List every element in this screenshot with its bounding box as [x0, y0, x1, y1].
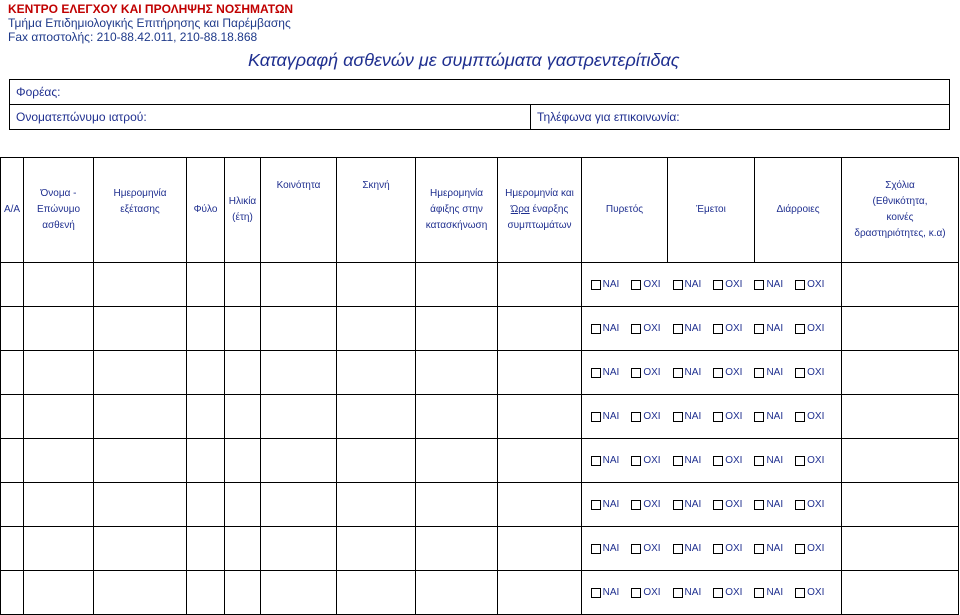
- info-table: [9, 79, 950, 130]
- fever-yes-label: ΝΑΙ: [602, 411, 620, 422]
- fever-yes-checkbox[interactable]: [591, 412, 601, 422]
- fever-no-label: ΟΧΙ: [643, 455, 661, 466]
- entry-cell[interactable]: [261, 571, 337, 615]
- entry-cell[interactable]: [498, 395, 582, 439]
- fever-yes-checkbox[interactable]: [591, 456, 601, 466]
- entry-cell[interactable]: [498, 483, 582, 527]
- entry-cell[interactable]: [498, 571, 582, 615]
- diarrhea-no-checkbox[interactable]: [795, 368, 805, 378]
- entry-cell[interactable]: [1, 351, 24, 395]
- department-name: Τμήμα Επιδημιολογικής Επιτήρησης και Παρέμβασης: [8, 16, 291, 30]
- vomit-no-label: ΟΧΙ: [725, 279, 743, 290]
- entry-cell[interactable]: [416, 439, 498, 483]
- entry-cell[interactable]: [416, 351, 498, 395]
- entry-cell[interactable]: [337, 263, 416, 307]
- entry-cell[interactable]: [416, 527, 498, 571]
- diarrhea-yes-checkbox[interactable]: [754, 368, 764, 378]
- diarrhea-no-checkbox[interactable]: [795, 544, 805, 554]
- fever-no-label: ΟΧΙ: [643, 279, 661, 290]
- vomit-no-label: ΟΧΙ: [725, 455, 743, 466]
- entry-cell[interactable]: [187, 263, 225, 307]
- diarrhea-yes-label: ΝΑΙ: [766, 279, 784, 290]
- entry-cell[interactable]: [498, 263, 582, 307]
- fever-no-label: ΟΧΙ: [643, 587, 661, 598]
- fever-no-checkbox[interactable]: [631, 500, 641, 510]
- organization-name: ΚΕΝΤΡΟ ΕΛΕΓΧΟΥ ΚΑΙ ΠΡΟΛΗΨΗΣ ΝΟΣΗΜΑΤΩΝ: [8, 2, 294, 16]
- entry-cell[interactable]: [187, 351, 225, 395]
- diarrhea-yes-checkbox[interactable]: [754, 588, 764, 598]
- fever-yes-checkbox[interactable]: [591, 368, 601, 378]
- entry-cell[interactable]: [261, 483, 337, 527]
- diarrhea-yes-checkbox[interactable]: [754, 456, 764, 466]
- table-row: [1, 571, 959, 615]
- symptoms-cell: [582, 527, 842, 571]
- entry-cell[interactable]: [187, 527, 225, 571]
- entry-cell[interactable]: [225, 395, 261, 439]
- entry-cell[interactable]: [1, 395, 24, 439]
- fever-yes-checkbox[interactable]: [591, 544, 601, 554]
- diarrhea-yes-label: ΝΑΙ: [766, 543, 784, 554]
- entry-cell[interactable]: [1, 263, 24, 307]
- entry-cell[interactable]: [1, 439, 24, 483]
- patients-table: [0, 157, 959, 615]
- entry-cell[interactable]: [94, 263, 187, 307]
- diarrhea-no-label: ΟΧΙ: [807, 411, 825, 422]
- entry-cell[interactable]: [416, 395, 498, 439]
- vomit-yes-checkbox[interactable]: [673, 500, 683, 510]
- diarrhea-yes-label: ΝΑΙ: [766, 455, 784, 466]
- fever-no-checkbox[interactable]: [631, 280, 641, 290]
- col-sex: Φύλο: [187, 158, 225, 263]
- diarrhea-no-checkbox[interactable]: [795, 588, 805, 598]
- vomit-yes-checkbox[interactable]: [673, 412, 683, 422]
- fever-yes-label: ΝΑΙ: [602, 367, 620, 378]
- entry-cell[interactable]: [337, 395, 416, 439]
- fever-no-label: ΟΧΙ: [643, 411, 661, 422]
- entry-cell[interactable]: [94, 527, 187, 571]
- diarrhea-yes-checkbox[interactable]: [754, 324, 764, 334]
- entry-cell[interactable]: [225, 263, 261, 307]
- fever-no-checkbox[interactable]: [631, 456, 641, 466]
- table-row: [1, 439, 959, 483]
- fever-no-checkbox[interactable]: [631, 368, 641, 378]
- entry-cell[interactable]: [1, 483, 24, 527]
- symptoms-cell: [582, 263, 842, 307]
- entry-cell[interactable]: [225, 351, 261, 395]
- entry-cell[interactable]: [94, 439, 187, 483]
- vomit-yes-checkbox[interactable]: [673, 368, 683, 378]
- entry-cell[interactable]: [337, 439, 416, 483]
- comments-cell[interactable]: [842, 571, 959, 615]
- diarrhea-no-label: ΟΧΙ: [807, 367, 825, 378]
- entry-cell[interactable]: [498, 351, 582, 395]
- vomit-no-checkbox[interactable]: [713, 588, 723, 598]
- entry-cell[interactable]: [225, 483, 261, 527]
- entry-cell[interactable]: [1, 527, 24, 571]
- symptoms-cell: [582, 351, 842, 395]
- fever-no-checkbox[interactable]: [631, 412, 641, 422]
- diarrhea-yes-label: ΝΑΙ: [766, 411, 784, 422]
- entry-cell[interactable]: [1, 571, 24, 615]
- comments-cell[interactable]: [842, 263, 959, 307]
- symptoms-cell: [582, 483, 842, 527]
- entry-cell[interactable]: [187, 395, 225, 439]
- vomit-yes-label: ΝΑΙ: [684, 323, 702, 334]
- diarrhea-no-checkbox[interactable]: [795, 280, 805, 290]
- entry-cell[interactable]: [94, 571, 187, 615]
- diarrhea-no-label: ΟΧΙ: [807, 587, 825, 598]
- vomit-no-checkbox[interactable]: [713, 324, 723, 334]
- col-diarrhea: Διάρροιες: [755, 158, 842, 263]
- fever-yes-label: ΝΑΙ: [602, 499, 620, 510]
- diarrhea-no-checkbox[interactable]: [795, 500, 805, 510]
- fever-no-label: ΟΧΙ: [643, 323, 661, 334]
- col-age: Ηλικία (έτη): [225, 158, 261, 263]
- vomit-no-checkbox[interactable]: [713, 280, 723, 290]
- doctor-field[interactable]: [10, 105, 531, 130]
- fever-yes-checkbox[interactable]: [591, 588, 601, 598]
- vomit-no-checkbox[interactable]: [713, 412, 723, 422]
- vomit-no-label: ΟΧΙ: [725, 587, 743, 598]
- col-tent: Σκηνή: [337, 158, 416, 263]
- table-row: [1, 263, 959, 307]
- diarrhea-yes-label: ΝΑΙ: [766, 499, 784, 510]
- vomit-no-label: ΟΧΙ: [725, 543, 743, 554]
- entry-cell[interactable]: [24, 527, 94, 571]
- comments-cell[interactable]: [842, 483, 959, 527]
- diarrhea-no-label: ΟΧΙ: [807, 455, 825, 466]
- symptoms-cell: [582, 395, 842, 439]
- diarrhea-no-label: ΟΧΙ: [807, 323, 825, 334]
- diarrhea-no-checkbox[interactable]: [795, 324, 805, 334]
- diarrhea-no-checkbox[interactable]: [795, 412, 805, 422]
- diarrhea-no-label: ΟΧΙ: [807, 499, 825, 510]
- fever-yes-checkbox[interactable]: [591, 500, 601, 510]
- entry-cell[interactable]: [187, 571, 225, 615]
- entry-cell[interactable]: [261, 263, 337, 307]
- comments-cell[interactable]: [842, 307, 959, 351]
- entry-cell[interactable]: [24, 263, 94, 307]
- table-row: [1, 351, 959, 395]
- entry-cell[interactable]: [24, 395, 94, 439]
- entry-cell[interactable]: [1, 307, 24, 351]
- phone-label: Τηλέφωνα για επικοινωνία:: [537, 110, 680, 124]
- col-fever: Πυρετός: [582, 158, 668, 263]
- diarrhea-yes-checkbox[interactable]: [754, 280, 764, 290]
- entry-cell[interactable]: [261, 527, 337, 571]
- entry-cell[interactable]: [337, 351, 416, 395]
- vomit-no-checkbox[interactable]: [713, 500, 723, 510]
- doctor-label: Ονοματεπώνυμο ιατρού:: [16, 110, 147, 124]
- symptoms-cell: [582, 439, 842, 483]
- fever-yes-label: ΝΑΙ: [602, 587, 620, 598]
- entry-cell[interactable]: [498, 439, 582, 483]
- table-row: [1, 307, 959, 351]
- vomit-no-label: ΟΧΙ: [725, 323, 743, 334]
- comments-cell[interactable]: [842, 395, 959, 439]
- entry-cell[interactable]: [94, 483, 187, 527]
- entry-cell[interactable]: [24, 351, 94, 395]
- fever-yes-label: ΝΑΙ: [602, 279, 620, 290]
- entry-cell[interactable]: [416, 263, 498, 307]
- entry-cell[interactable]: [261, 307, 337, 351]
- table-row: [1, 527, 959, 571]
- comments-cell[interactable]: [842, 351, 959, 395]
- fever-yes-label: ΝΑΙ: [602, 323, 620, 334]
- entry-cell[interactable]: [261, 395, 337, 439]
- entry-cell[interactable]: [225, 571, 261, 615]
- vomit-yes-checkbox[interactable]: [673, 324, 683, 334]
- diarrhea-no-checkbox[interactable]: [795, 456, 805, 466]
- vomit-yes-label: ΝΑΙ: [684, 499, 702, 510]
- fever-no-label: ΟΧΙ: [643, 499, 661, 510]
- comments-cell[interactable]: [842, 439, 959, 483]
- fever-no-label: ΟΧΙ: [643, 543, 661, 554]
- comments-cell[interactable]: [842, 527, 959, 571]
- body-label: Φορέας:: [16, 85, 61, 99]
- diarrhea-yes-checkbox[interactable]: [754, 500, 764, 510]
- entry-cell[interactable]: [94, 307, 187, 351]
- col-aa: Α/Α: [1, 158, 24, 263]
- vomit-no-label: ΟΧΙ: [725, 411, 743, 422]
- diarrhea-yes-label: ΝΑΙ: [766, 587, 784, 598]
- col-onset: Ημερομηνία και Ώρα έναρξης συμπτωμάτων: [498, 158, 582, 263]
- vomit-yes-label: ΝΑΙ: [684, 587, 702, 598]
- vomit-yes-label: ΝΑΙ: [684, 543, 702, 554]
- vomit-yes-label: ΝΑΙ: [684, 411, 702, 422]
- form-title: Καταγραφή ασθενών με συμπτώματα γαστρεντερίτιδας: [248, 50, 680, 70]
- vomit-no-checkbox[interactable]: [713, 368, 723, 378]
- fax-numbers: Fax αποστολής: 210-88.42.011, 210-88.18.868: [8, 30, 258, 44]
- entry-cell[interactable]: [187, 307, 225, 351]
- organization-header: [8, 2, 293, 44]
- fever-no-checkbox[interactable]: [631, 324, 641, 334]
- entry-cell[interactable]: [337, 527, 416, 571]
- table-row: [1, 395, 959, 439]
- entry-cell[interactable]: [24, 307, 94, 351]
- col-arrival-date: Ημερομηνία άφιξης στην κατασκήνωση: [416, 158, 498, 263]
- col-name: Όνομα - Επώνυμο ασθενή: [24, 158, 94, 263]
- diarrhea-yes-checkbox[interactable]: [754, 412, 764, 422]
- col-community: Κοινότητα: [261, 158, 337, 263]
- entry-cell[interactable]: [498, 527, 582, 571]
- col-exam-date: Ημερομηνία εξέτασης: [94, 158, 187, 263]
- fever-no-checkbox[interactable]: [631, 544, 641, 554]
- symptoms-cell: [582, 571, 842, 615]
- vomit-yes-checkbox[interactable]: [673, 456, 683, 466]
- phone-field[interactable]: [531, 105, 950, 130]
- header-row: [1, 158, 959, 263]
- vomit-yes-checkbox[interactable]: [673, 544, 683, 554]
- diarrhea-no-label: ΟΧΙ: [807, 279, 825, 290]
- body-field[interactable]: [10, 80, 950, 105]
- vomit-yes-checkbox[interactable]: [673, 588, 683, 598]
- entry-cell[interactable]: [261, 351, 337, 395]
- symptoms-cell: [582, 307, 842, 351]
- fever-yes-checkbox[interactable]: [591, 324, 601, 334]
- entry-cell[interactable]: [94, 395, 187, 439]
- entry-cell[interactable]: [225, 527, 261, 571]
- entry-cell[interactable]: [337, 483, 416, 527]
- vomit-yes-label: ΝΑΙ: [684, 455, 702, 466]
- entry-cell[interactable]: [94, 351, 187, 395]
- vomit-no-checkbox[interactable]: [713, 456, 723, 466]
- diarrhea-yes-checkbox[interactable]: [754, 544, 764, 554]
- entry-cell[interactable]: [225, 307, 261, 351]
- diarrhea-no-label: ΟΧΙ: [807, 543, 825, 554]
- vomit-no-label: ΟΧΙ: [725, 367, 743, 378]
- vomit-no-label: ΟΧΙ: [725, 499, 743, 510]
- entry-cell[interactable]: [225, 439, 261, 483]
- entry-cell[interactable]: [416, 307, 498, 351]
- entry-cell[interactable]: [337, 307, 416, 351]
- vomit-yes-checkbox[interactable]: [673, 280, 683, 290]
- diarrhea-yes-label: ΝΑΙ: [766, 323, 784, 334]
- entry-cell[interactable]: [416, 483, 498, 527]
- fever-yes-label: ΝΑΙ: [602, 543, 620, 554]
- fever-no-label: ΟΧΙ: [643, 367, 661, 378]
- entry-cell[interactable]: [24, 439, 94, 483]
- vomit-no-checkbox[interactable]: [713, 544, 723, 554]
- fever-yes-label: ΝΑΙ: [602, 455, 620, 466]
- entry-cell[interactable]: [24, 483, 94, 527]
- col-vomit: Έμετοι: [668, 158, 755, 263]
- diarrhea-yes-label: ΝΑΙ: [766, 367, 784, 378]
- entry-cell[interactable]: [187, 439, 225, 483]
- entry-cell[interactable]: [498, 307, 582, 351]
- entry-cell[interactable]: [187, 483, 225, 527]
- fever-yes-checkbox[interactable]: [591, 280, 601, 290]
- entry-cell[interactable]: [24, 571, 94, 615]
- entry-cell[interactable]: [416, 571, 498, 615]
- vomit-yes-label: ΝΑΙ: [684, 279, 702, 290]
- fever-no-checkbox[interactable]: [631, 588, 641, 598]
- table-row: [1, 483, 959, 527]
- vomit-yes-label: ΝΑΙ: [684, 367, 702, 378]
- entry-cell[interactable]: [337, 571, 416, 615]
- entry-cell[interactable]: [261, 439, 337, 483]
- col-comments: Σχόλια (Εθνικότητα, κοινές δραστηριότητες, κ.α): [842, 158, 959, 263]
